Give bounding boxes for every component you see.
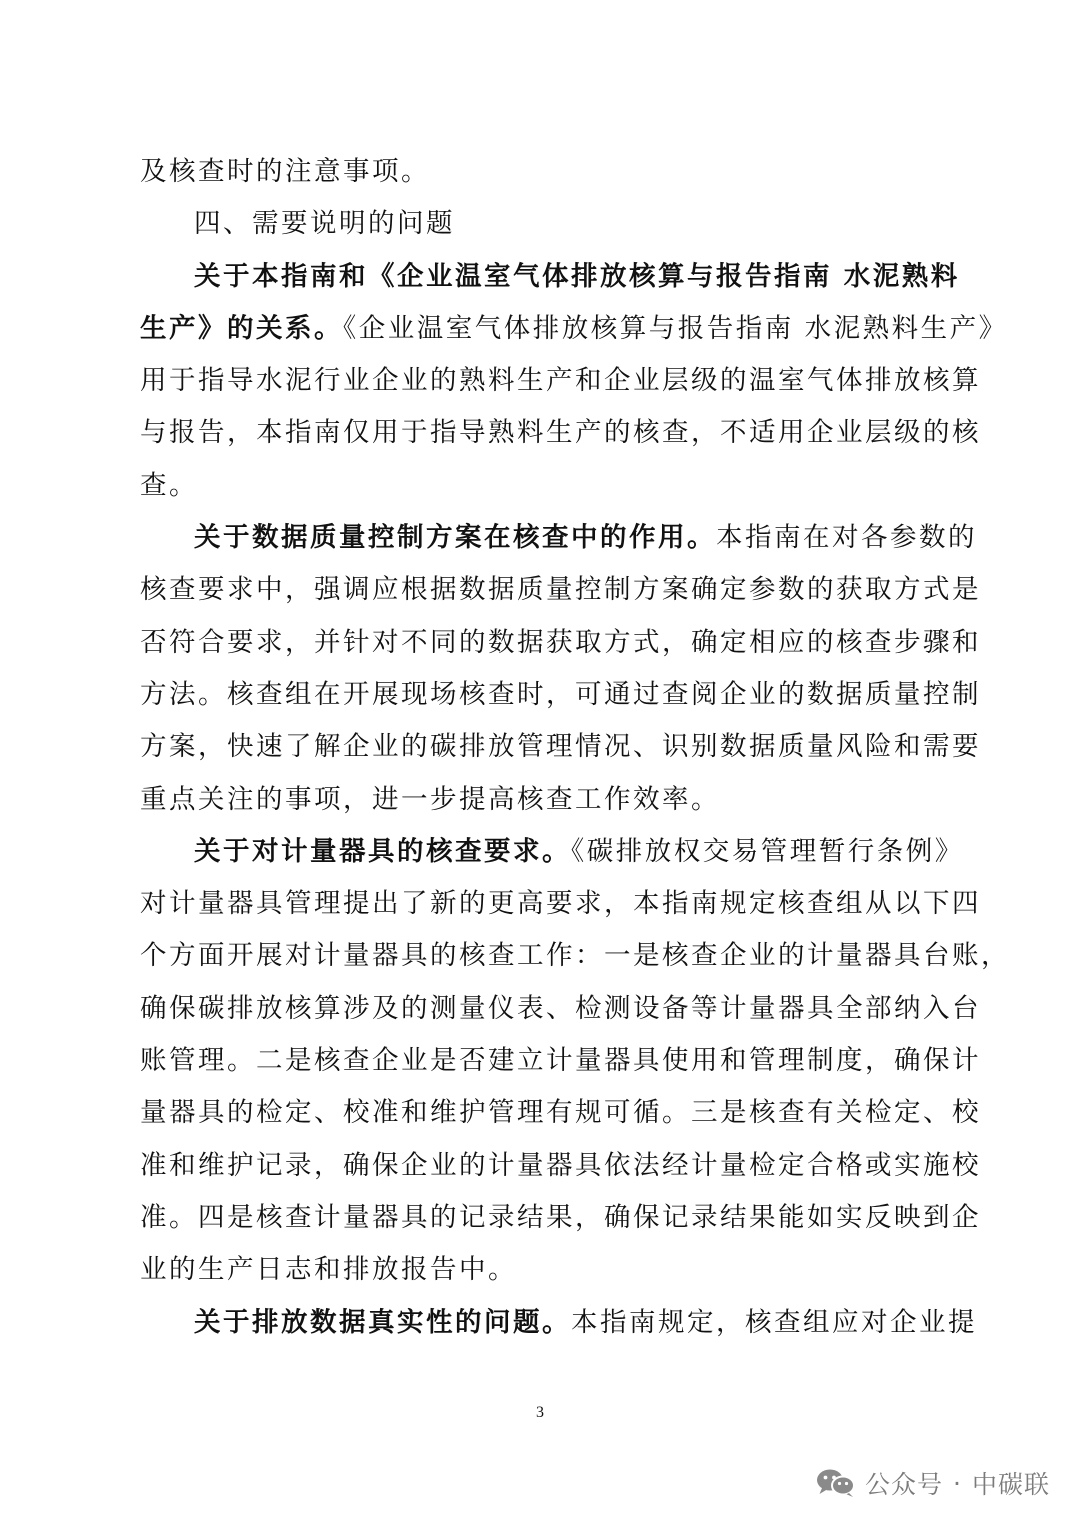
text-line: 关于本指南和《企业温室气体排放核算与报告指南 水泥熟料 (194, 260, 960, 292)
text-line: 关于排放数据真实性的问题。本指南规定，核查组应对企业提 (194, 1306, 977, 1338)
text-line: 确保碳排放核算涉及的测量仪表、检测设备等计量器具全部纳入台 (140, 992, 981, 1024)
text-line: 准和维护记录，确保企业的计量器具依法经计量检定合格或实施校 (140, 1149, 981, 1181)
watermark-prefix: 公众号 (865, 1470, 944, 1499)
text-line: 对计量器具管理提出了新的更高要求，本指南规定核查组从以下四 (140, 888, 981, 920)
text-line: 关于对计量器具的核查要求。《碳排放权交易管理暂行条例》 (194, 835, 964, 867)
watermark (815, 1466, 1050, 1500)
page-number: 3 (536, 1404, 544, 1421)
text-line: 及核查时的注意事项。 (140, 156, 430, 187)
text-line: 方法。核查组在开展现场核查时，可通过查阅企业的数据质量控制 (140, 678, 981, 710)
watermark-separator: · (953, 1468, 962, 1498)
document-body (140, 146, 1010, 1349)
text-line: 否符合要求，并针对不同的数据获取方式，确定相应的核查步骤和 (140, 626, 981, 658)
text-line: 准。四是核查计量器具的记录结果，确保记录结果能如实反映到企 (140, 1201, 981, 1233)
text-line: 关于数据质量控制方案在核查中的作用。本指南在对各参数的 (194, 522, 977, 554)
text-line: 生产》的关系。《企业温室气体排放核算与报告指南 水泥熟料生产》 (140, 312, 1008, 344)
text-line: 重点关注的事项，进一步提高核查工作效率。 (140, 783, 720, 815)
wechat-icon (815, 1467, 857, 1499)
text-line: 个方面开展对计量器具的核查工作：一是核查企业的计量器具台账， (140, 940, 1010, 972)
watermark-account: 中碳联 (971, 1470, 1050, 1499)
text-line: 核查要求中，强调应根据数据质量控制方案确定参数的获取方式是 (140, 574, 981, 606)
text-line: 查。 (140, 469, 198, 501)
section-heading: 四、需要说明的问题 (194, 208, 455, 240)
text-line: 业的生产日志和排放报告中。 (140, 1254, 517, 1286)
text-line: 用于指导水泥行业企业的熟料生产和企业层级的温室气体排放核算 (140, 365, 981, 397)
text-line: 量器具的检定、校准和维护管理有规可循。三是核查有关检定、校 (140, 1097, 981, 1129)
text-line: 方案，快速了解企业的碳排放管理情况、识别数据质量风险和需要 (140, 731, 981, 763)
text-line: 与报告，本指南仅用于指导熟料生产的核查，不适用企业层级的核 (140, 417, 981, 449)
text-line: 账管理。二是核查企业是否建立计量器具使用和管理制度，确保计 (140, 1045, 981, 1077)
